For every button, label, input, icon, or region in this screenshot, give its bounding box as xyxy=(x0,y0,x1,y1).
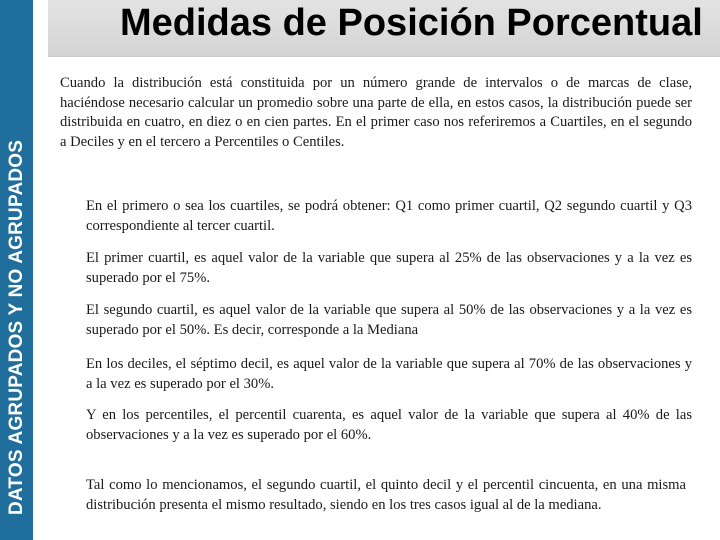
first-quartile-paragraph: El primer cuartil, es aquel valor de la variable que supera al 25% de las observaciones y a la vez es superado por el 75%. xyxy=(86,250,692,286)
intro-paragraph: Cuando la distribución está constituida por un número grande de intervalos o de marcas de clase, haciéndose necesario calcular un promedio sobre una parte de ella, en estos casos, la distribución puede ser distribuida en cuatro, en diez o en cien partes. En el primer caso nos referiremos a Cuartiles, en el segundo a Deciles y en el tercero a Percentiles o Centiles. xyxy=(60,75,692,150)
sidebar-bar xyxy=(0,0,33,540)
conclusion-paragraph: Tal como lo mencionamos, el segundo cuartil, el quinto decil y el percentil cincuenta, en una misma distribución presenta el mismo resultado, siendo en los tres casos igual al de la mediana. xyxy=(86,477,686,513)
percentiles-paragraph: Y en los percentiles, el percentil cuarenta, es aquel valor de la variable que supera al 40% de las observaciones y a la vez es superado por el 60%. xyxy=(86,407,692,443)
quartiles-paragraph: En el primero o sea los cuartiles, se podrá obtener: Q1 como primer cuartil, Q2 segundo cuartil y Q3 correspondiente al tercer cuartil. xyxy=(86,198,692,234)
title-band xyxy=(48,0,720,57)
page-title: Medidas de Posición Porcentual xyxy=(120,2,703,44)
sidebar-label: DATOS AGRUPADOS Y NO AGRUPADOS xyxy=(6,139,27,515)
deciles-paragraph: En los deciles, el séptimo decil, es aquel valor de la variable que supera al 70% de las observaciones y a la vez es superado por el 30%. xyxy=(86,356,692,392)
second-quartile-paragraph: El segundo cuartil, es aquel valor de la variable que supera al 50% de las observaciones y a la vez es superado por el 50%. Es decir, corresponde a la Mediana xyxy=(86,302,692,338)
